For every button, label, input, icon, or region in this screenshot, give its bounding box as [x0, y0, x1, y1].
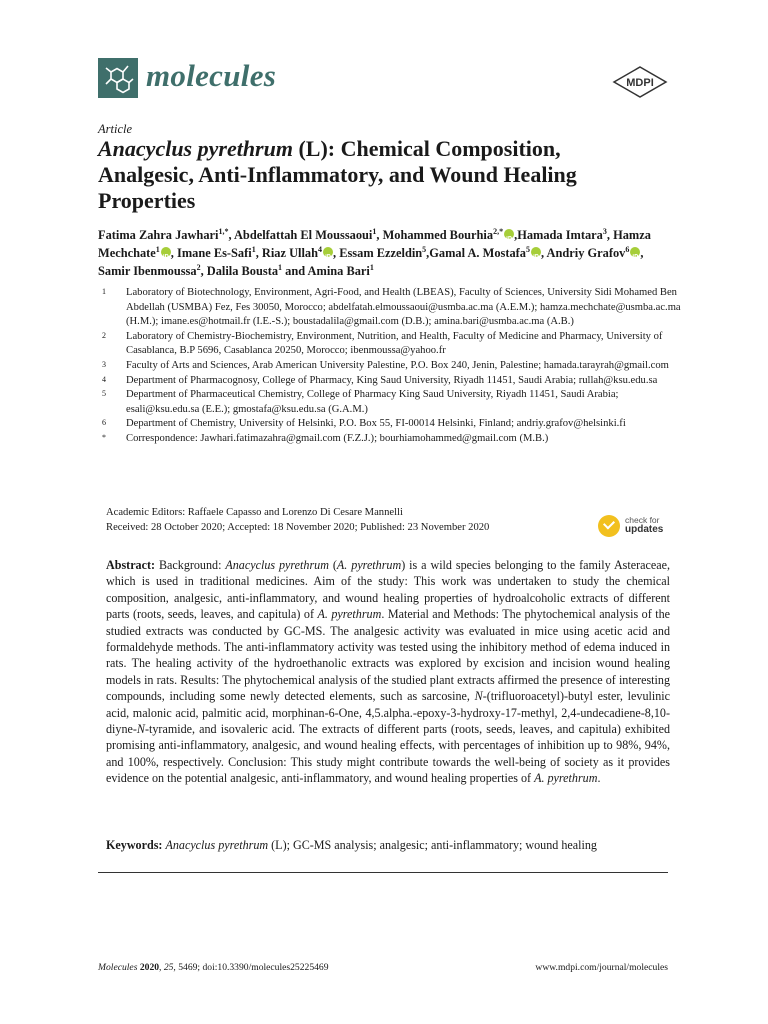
author-name: Hamza Mechchate	[98, 228, 651, 260]
author-separator: ,	[255, 246, 262, 260]
author-separator: ,	[228, 228, 234, 242]
author-separator: ,	[376, 228, 383, 242]
abstract-italic-n: N	[474, 689, 483, 704]
affiliation-number: 1	[102, 287, 106, 296]
affiliation-item	[102, 286, 682, 330]
footer-url-link[interactable]: www.mdpi.com/journal/molecules	[535, 962, 668, 973]
author-name: Dalila Bousta	[206, 264, 279, 278]
editors-block	[106, 505, 576, 535]
author-separator: ,	[426, 246, 430, 260]
abstract-text: -tyramide, and isovaleric acid. The extracts of different parts (roots, seeds, leaves, and capitula) exhibited promising anti-inflammatory, analgesic, and wound healing effects, with percentages of inhibition up to 98%, 94%, and 100%, respectively. Conclusion: This study might contribute towards the well-being of society as it provides evidence on the potential analgesic, anti-inflammatory, and wound healing properties of	[106, 722, 670, 786]
affiliation-item	[102, 432, 682, 447]
abstract-text: -(trifluoroacetyl)-butyl ester, levulinic acid, malonic acid, palmitic acid, morphinan-6-One, 4,5.alpha.-epoxy-3-hydroxy-17-methyl, 2,4-undecadiene-8,10-diyne-	[106, 689, 670, 737]
affiliation-item	[102, 417, 682, 432]
author-affiliation-sup: 5	[526, 244, 530, 254]
author-affiliation-sup: 2	[196, 262, 201, 272]
journal-name: molecules	[146, 58, 277, 93]
footer-year: 2020	[139, 962, 160, 973]
author-name: Andriy Grafov	[546, 246, 626, 260]
orcid-icon[interactable]	[504, 229, 514, 239]
affiliation-number: 2	[102, 330, 106, 340]
author-name: Abdelfattah El Moussaoui	[233, 228, 373, 242]
abstract-label: Abstract:	[106, 558, 156, 572]
author-name: Samir Ibenmoussa	[98, 264, 197, 278]
affiliation-text: Department of Pharmaceutical Chemistry, College of Pharmacy King Saud University, Riyadh 11451, Saudi Arabia; esali@ksu.edu.sa (E.E.); gmostafa@ksu.edu.sa (G.A.M.)	[126, 389, 619, 415]
affiliation-item	[102, 388, 682, 417]
author-separator: ,	[170, 246, 177, 260]
footer-volume: 25	[163, 962, 174, 973]
affiliation-item	[102, 330, 682, 359]
affiliation-item	[102, 374, 682, 389]
affiliation-text: Department of Pharmacognosy, College of Pharmacy, King Saud University, Riyadh 11451, Saudi Arabia; rullah@ksu.edu.sa	[126, 374, 658, 386]
footer-doi: , 5469; doi:10.3390/molecules25225469	[173, 962, 329, 973]
keywords-label: Keywords:	[106, 838, 163, 852]
author-affiliation-sup: 1	[372, 226, 377, 236]
author-name: Imane Es-Safi	[177, 246, 252, 260]
affiliation-number: 6	[102, 418, 106, 428]
affiliation-text: Laboratory of Chemistry-Biochemistry, Environment, Nutrition, and Health, Faculty of Medicine and Pharmacy, University of Casablanca, B.P 5696, Casablanca 20250, Morocco; ibenmoussa@yahoo.fr	[126, 330, 663, 357]
keywords	[106, 837, 670, 853]
author-name: Mohammed Bourhia	[382, 228, 494, 242]
affiliation-text: Department of Chemistry, University of Helsinki, P.O. Box 55, FI-00014 Helsinki, Finland; andriy.grafov@helsinki.fi	[126, 418, 626, 430]
author-name: Riaz Ullah	[261, 246, 319, 260]
author-affiliation-sup: 6	[625, 244, 630, 254]
orcid-icon[interactable]	[630, 247, 640, 257]
affiliation-text: Faculty of Arts and Sciences, Arab American University Palestine, P.O. Box 240, Jenin, Palestine; hamada.tarayrah@gmail.com	[126, 359, 669, 371]
abstract	[106, 557, 670, 787]
abstract-species: Anacyclus pyrethrum	[225, 558, 329, 572]
author-affiliation-sup: 1	[278, 262, 283, 272]
affiliation-number: 4	[102, 374, 106, 384]
affiliation-number: *	[102, 432, 106, 442]
author-name: Fatima Zahra Jawhari	[98, 228, 219, 242]
journal-logo-icon	[98, 58, 138, 98]
check-updates-line1: check for	[625, 515, 660, 525]
author-separator: ,	[514, 228, 518, 242]
author-name: Essam Ezzeldin	[339, 246, 423, 260]
author-affiliation-sup: 1	[369, 262, 374, 272]
affiliation-list	[102, 286, 682, 447]
abstract-text: Background:	[155, 558, 226, 572]
author-separator: ,	[333, 246, 340, 260]
footer-citation: Molecules 2020, 25, 5469; doi:10.3390/molecules25225469	[98, 962, 329, 973]
author-separator: ,	[200, 264, 207, 278]
checkmark-icon	[598, 515, 620, 537]
abstract-text: ) is a wild species belonging to the family Asteraceae, which is used in traditional medicines. Aim of the study: This work was undertaken to study the chemical composition, analgesic, anti-inflammatory, and wound healing properties of hydroalcoholic extracts of different parts (roots, seeds, leaves, and capitula) of	[106, 558, 670, 622]
footer-journal: Molecules	[98, 962, 138, 973]
author-affiliation-sup: 4	[318, 244, 323, 254]
author-separator: ,	[606, 228, 614, 242]
author-affiliation-sup: 5	[422, 244, 427, 254]
author-name: Hamada Imtara	[517, 228, 603, 242]
author-separator: and	[282, 264, 308, 278]
affiliation-item	[102, 359, 682, 374]
check-for-updates-button[interactable]	[598, 512, 672, 538]
abstract-species: A. pyrethrum	[336, 558, 402, 572]
author-separator: ,	[541, 246, 547, 260]
title-species: Anacyclus pyrethrum	[98, 136, 293, 161]
title-rest: (L): Chemical Composition, Analgesic, Anti-Inflammatory, and Wound Healing Properties	[98, 136, 577, 213]
orcid-icon[interactable]	[323, 247, 333, 257]
orcid-icon[interactable]	[161, 247, 171, 257]
mdpi-logo-text: MDPI	[626, 77, 654, 89]
author-list	[98, 226, 678, 280]
article-title	[98, 136, 658, 214]
publication-dates: Received: 28 October 2020; Accepted: 18 November 2020; Published: 23 November 2020	[106, 522, 490, 533]
author-affiliation-sup: 1	[155, 244, 160, 254]
check-updates-line2: updates	[625, 524, 664, 535]
article-type: Article	[98, 122, 133, 136]
author-name: Amina Bari	[307, 264, 370, 278]
affiliation-text: Correspondence: Jawhari.fatimazahra@gmail.com (F.Z.J.); bourhiamohammed@gmail.com (M.B.)	[126, 432, 549, 444]
abstract-species: A. pyrethrum	[317, 607, 382, 622]
author-affiliation-sup: 2,*	[493, 226, 504, 236]
mdpi-logo	[612, 66, 668, 98]
abstract-text: . Material and Methods: The phytochemical analysis of the studied extracts was conducted by GC-MS. The analgesic activity was evaluated in mice using acetic acid and formaldehyde methods. The anti-inflammatory activity was tested using the inhibitory method of edema induced in rats. The healing activity of the hydroethanolic extracts was explored by excision and incision wound healing models in rats. Results: The phytochemical analysis of the studied plant extracts affirmed the presence of interesting compounds, including some newly detected elements, such as sarcosine,	[106, 607, 670, 704]
abstract-text: (	[328, 558, 337, 572]
academic-editors: Academic Editors: Raffaele Capasso and Lorenzo Di Cesare Mannelli	[106, 507, 403, 518]
author-name: Gamal A. Mostafa	[429, 246, 526, 260]
author-separator: ,	[640, 246, 644, 260]
abstract-text: .	[597, 771, 601, 786]
author-affiliation-sup: 1,*	[218, 226, 229, 236]
author-affiliation-sup: 3	[602, 226, 607, 236]
affiliation-number: 5	[102, 389, 106, 399]
author-affiliation-sup: 1	[251, 244, 256, 254]
affiliation-text: Laboratory of Biotechnology, Environment, Agri-Food, and Health (LBEAS), Faculty of Sciences, University Sidi Mohamed Ben Abdellah (USMBA) Fez, Fes 30050, Morocco; abdelfatah.elmoussaoui@usmba.ac.ma (A.E.M.); hamza.mechchate@usmba.ac.ma (H.M.); imane.es@hotmail.fr (I.E.-S.); boustadalila@gmail.com (D.B.); amina.bari@usmba.ac.ma (A.B.)	[126, 287, 681, 328]
abstract-species: A. pyrethrum	[534, 771, 598, 786]
abstract-italic-n: N	[136, 722, 145, 737]
keywords-list: (L); GC-MS analysis; analgesic; anti-inflammatory; wound healing	[268, 838, 597, 852]
orcid-icon[interactable]	[531, 247, 541, 257]
affiliation-number: 3	[102, 359, 106, 369]
section-divider	[98, 872, 668, 873]
keywords-species: Anacyclus pyrethrum	[165, 838, 269, 852]
